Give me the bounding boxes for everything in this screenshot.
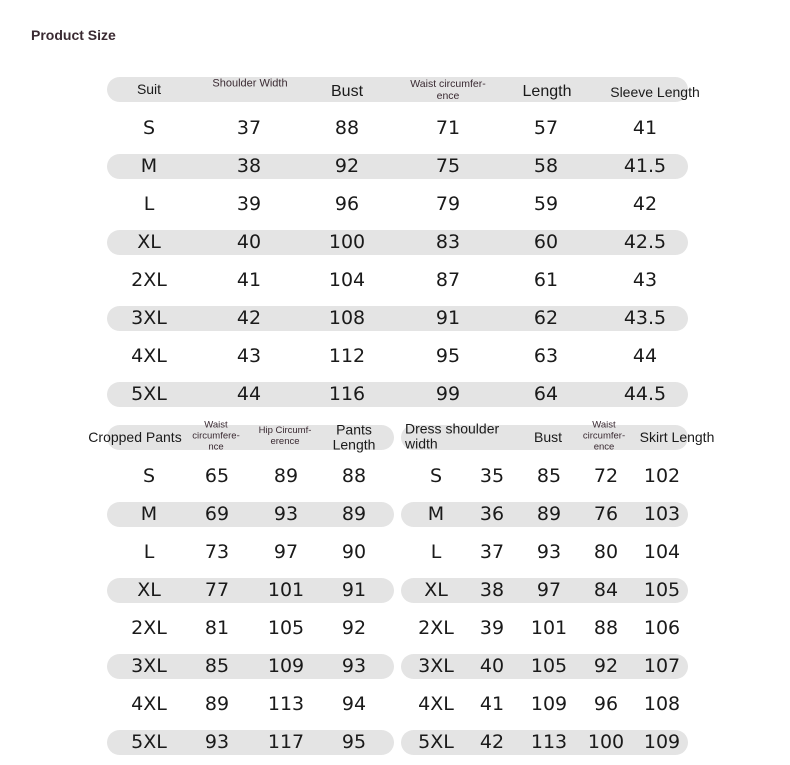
dress-header-waist-text: Waist circumfer- ence <box>582 419 626 453</box>
suit-cell: 61 <box>533 269 559 291</box>
suit-cell: 88 <box>334 117 360 139</box>
dress-cell: 37 <box>479 541 505 563</box>
suit-cell: 59 <box>533 193 559 215</box>
dress-cell: 72 <box>593 465 619 487</box>
suit-cell: 42 <box>236 307 262 329</box>
dress-cell: 97 <box>536 579 562 601</box>
dress-cell: 40 <box>479 655 505 677</box>
dress-cell: 39 <box>479 617 505 639</box>
suit-cell: 57 <box>533 117 559 139</box>
pants-header-waist <box>192 421 240 454</box>
suit-row-band <box>107 306 688 331</box>
dress-cell: 36 <box>479 503 505 525</box>
pants-cell: 65 <box>204 465 230 487</box>
suit-cell: 87 <box>435 269 461 291</box>
suit-cell: 43 <box>632 269 658 291</box>
suit-cell: 43.5 <box>623 307 667 329</box>
pants-cell: S <box>142 465 156 487</box>
suit-header-waist-text: Waist circumfer- ence <box>410 77 486 102</box>
dress-cell: 100 <box>587 731 625 753</box>
dress-cell: 76 <box>593 503 619 525</box>
suit-header-length: Length <box>522 83 572 100</box>
suit-cell: 40 <box>236 231 262 253</box>
dress-cell: 3XL <box>418 655 454 677</box>
dress-cell: 38 <box>479 579 505 601</box>
suit-row-band <box>107 154 688 179</box>
suit-cell: 112 <box>328 345 366 367</box>
suit-header-size: Suit <box>136 81 162 97</box>
pants-cell: 73 <box>204 541 230 563</box>
suit-cell: 116 <box>328 383 366 405</box>
pants-cell: 91 <box>341 579 367 601</box>
dress-cell: 108 <box>643 693 681 715</box>
pants-cell: 90 <box>341 541 367 563</box>
pants-cell: 117 <box>267 731 305 753</box>
suit-cell: 71 <box>435 117 461 139</box>
suit-cell: 39 <box>236 193 262 215</box>
pants-header-length-text: Pants Length <box>332 421 376 453</box>
page-title: Product Size <box>31 27 116 43</box>
dress-cell: 80 <box>593 541 619 563</box>
suit-cell: 108 <box>328 307 366 329</box>
dress-cell: 101 <box>530 617 568 639</box>
pants-cell: 4XL <box>131 693 167 715</box>
suit-cell: 75 <box>435 155 461 177</box>
pants-cell: 89 <box>341 503 367 525</box>
suit-cell: S <box>142 117 156 139</box>
dress-cell: 96 <box>593 693 619 715</box>
pants-cell: 2XL <box>131 617 167 639</box>
dress-cell: 84 <box>593 579 619 601</box>
suit-cell: 43 <box>236 345 262 367</box>
suit-cell: 3XL <box>131 307 167 329</box>
dress-cell: 35 <box>479 465 505 487</box>
dress-cell: 107 <box>643 655 681 677</box>
pants-cell: 89 <box>273 465 299 487</box>
suit-cell: 44 <box>632 345 658 367</box>
dress-cell: 109 <box>530 693 568 715</box>
suit-cell: 58 <box>533 155 559 177</box>
suit-header-bust: Bust <box>330 83 364 100</box>
pants-cell: 77 <box>204 579 230 601</box>
dress-cell: 42 <box>479 731 505 753</box>
dress-cell: 105 <box>643 579 681 601</box>
pants-cell: 5XL <box>131 731 167 753</box>
dress-cell: 106 <box>643 617 681 639</box>
pants-cell: 69 <box>204 503 230 525</box>
suit-cell: 42 <box>632 193 658 215</box>
dress-cell: M <box>427 503 445 525</box>
pants-header-hip <box>259 426 312 448</box>
pants-cell: 85 <box>204 655 230 677</box>
dress-cell: 89 <box>536 503 562 525</box>
suit-cell: M <box>140 155 158 177</box>
pants-cell: L <box>143 541 155 563</box>
suit-row-band <box>107 230 688 255</box>
suit-cell: 41 <box>236 269 262 291</box>
pants-cell: 93 <box>273 503 299 525</box>
pants-cell: 81 <box>204 617 230 639</box>
pants-header-title: Cropped Pants <box>88 429 182 445</box>
pants-cell: 89 <box>204 693 230 715</box>
suit-cell: 99 <box>435 383 461 405</box>
suit-cell: L <box>143 193 155 215</box>
suit-cell: 44 <box>236 383 262 405</box>
suit-cell: 79 <box>435 193 461 215</box>
suit-cell: 4XL <box>131 345 167 367</box>
dress-cell: S <box>429 465 443 487</box>
pants-header-waist-text: Waist circumfere- nce <box>192 419 240 453</box>
pants-cell: 97 <box>273 541 299 563</box>
pants-cell: 94 <box>341 693 367 715</box>
dress-cell: 92 <box>593 655 619 677</box>
pants-header-hip-text: Hip Circumf- erence <box>258 425 312 447</box>
suit-cell: 41.5 <box>623 155 667 177</box>
suit-cell: 100 <box>328 231 366 253</box>
suit-cell: 104 <box>328 269 366 291</box>
dress-cell: 104 <box>643 541 681 563</box>
dress-header-skirt: Skirt Length <box>639 429 715 445</box>
dress-header-waist <box>583 421 625 454</box>
suit-cell: 2XL <box>131 269 167 291</box>
pants-cell: 88 <box>341 465 367 487</box>
suit-cell: 96 <box>334 193 360 215</box>
dress-cell: 113 <box>530 731 568 753</box>
dress-cell: 102 <box>643 465 681 487</box>
pants-cell: 93 <box>341 655 367 677</box>
suit-cell: 63 <box>533 345 559 367</box>
pants-header-length <box>333 423 376 454</box>
dress-cell: XL <box>424 579 448 601</box>
suit-cell: 38 <box>236 155 262 177</box>
suit-cell: XL <box>137 231 161 253</box>
suit-cell: 83 <box>435 231 461 253</box>
suit-header-waist <box>410 78 485 102</box>
suit-cell: 5XL <box>131 383 167 405</box>
dress-cell: 109 <box>643 731 681 753</box>
pants-cell: 93 <box>204 731 230 753</box>
dress-cell: 105 <box>530 655 568 677</box>
dress-cell: 5XL <box>418 731 454 753</box>
dress-cell: 85 <box>536 465 562 487</box>
dress-header-shoulder-text: Dress shoulder width <box>405 420 500 452</box>
dress-cell: 4XL <box>418 693 454 715</box>
dress-cell: 103 <box>643 503 681 525</box>
suit-cell: 42.5 <box>623 231 667 253</box>
pants-cell: 113 <box>267 693 305 715</box>
suit-header-sleeve: Sleeve Length <box>610 84 700 100</box>
dress-cell: 93 <box>536 541 562 563</box>
suit-cell: 62 <box>533 307 559 329</box>
dress-cell: 41 <box>479 693 505 715</box>
suit-cell: 37 <box>236 117 262 139</box>
dress-header-bust: Bust <box>533 429 563 445</box>
suit-cell: 91 <box>435 307 461 329</box>
suit-cell: 41 <box>632 117 658 139</box>
suit-cell: 64 <box>533 383 559 405</box>
suit-cell: 92 <box>334 155 360 177</box>
pants-cell: XL <box>137 579 161 601</box>
suit-cell: 95 <box>435 345 461 367</box>
suit-cell: 60 <box>533 231 559 253</box>
pants-cell: 3XL <box>131 655 167 677</box>
suit-row-band <box>107 382 688 407</box>
dress-cell: L <box>430 541 442 563</box>
dress-header-shoulder <box>405 422 499 453</box>
dress-cell: 88 <box>593 617 619 639</box>
suit-header-shoulder: Shoulder Width <box>212 77 288 90</box>
pants-cell: 95 <box>341 731 367 753</box>
pants-cell: 109 <box>267 655 305 677</box>
suit-cell: 44.5 <box>623 383 667 405</box>
pants-cell: 105 <box>267 617 305 639</box>
pants-cell: 101 <box>267 579 305 601</box>
dress-cell: 2XL <box>418 617 454 639</box>
pants-cell: M <box>140 503 158 525</box>
pants-cell: 92 <box>341 617 367 639</box>
suit-header-band <box>107 77 688 102</box>
